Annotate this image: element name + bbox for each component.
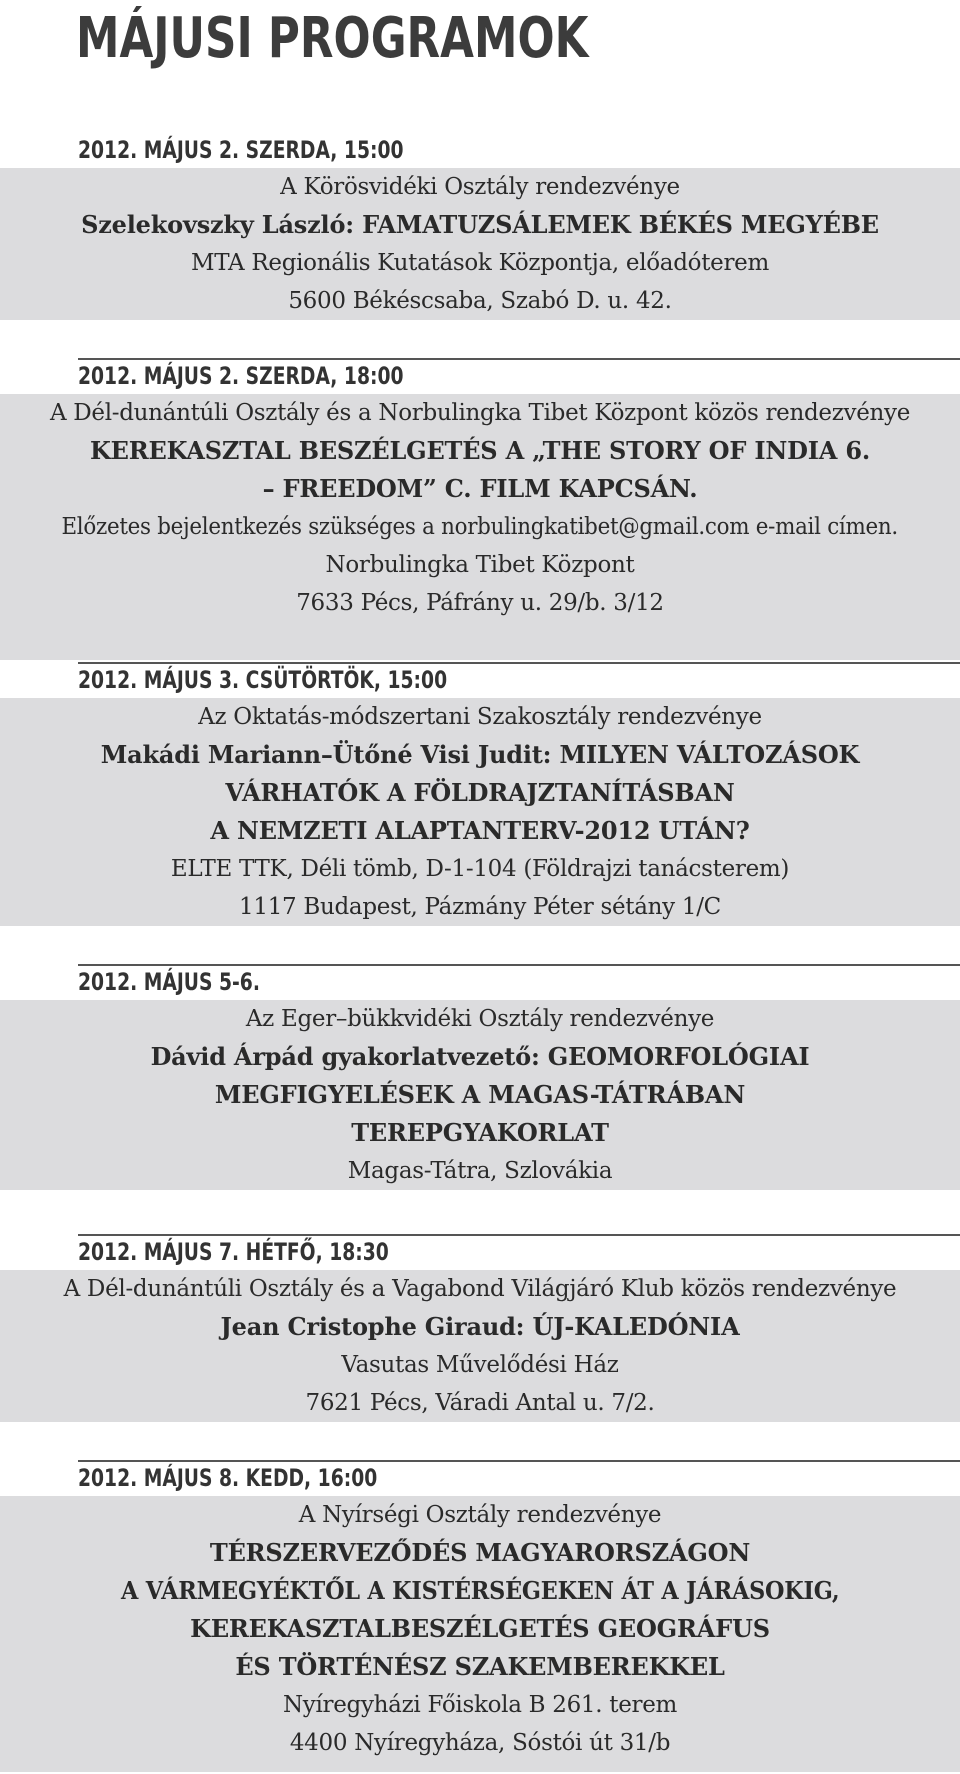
event-venue: Vasutas Művelődési Ház [341, 1352, 619, 1378]
event-title-line: TEREPGYAKORLAT [351, 1118, 609, 1147]
event-title-line [0, 206, 960, 244]
event-details-box [0, 168, 960, 320]
event-note [0, 508, 960, 546]
event-organizer: A Dél-dunántúli Osztály és a Vagabond Világjáró Klub közös rendezvénye [63, 1276, 897, 1302]
event-venue: Magas-Tátra, Szlovákia [347, 1158, 613, 1184]
event-organizer: A Dél-dunántúli Osztály és a Norbulingka Tibet Központ közös rendezvénye [49, 400, 911, 426]
page-title: MÁJUSI PROGRAMOK [76, 6, 589, 71]
event-title-text: A VÁRMEGYÉKTŐL A KISTÉRSÉGEKEN ÁT A JÁRÁSOKIG, [120, 1576, 840, 1605]
event-organizer: A Körösvidéki Osztály rendezvénye [280, 174, 680, 200]
event-author: Jean Cristophe Giraud: [220, 1312, 533, 1341]
event-title: MILYEN VÁLTOZÁSOK [559, 740, 860, 769]
divider [78, 1234, 960, 1236]
event-details-box [0, 1270, 960, 1422]
event-title-line: KEREKASZTAL BESZÉLGETÉS A „THE STORY OF INDIA 6. [90, 436, 870, 465]
event-title: FAMATUZSÁLEMEK BÉKÉS MEGYÉBE [362, 210, 879, 239]
event-title-line: VÁRHATÓK A FÖLDRAJZTANÍTÁSBAN [225, 778, 735, 807]
event-title-line: TÉRSZERVEZŐDÉS MAGYARORSZÁGON [209, 1538, 751, 1567]
event-details-box [0, 394, 960, 660]
event-title: ÚJ-KALEDÓNIA [532, 1312, 740, 1341]
event-date: 2012. MÁJUS 2. SZERDA, 15:00 [78, 136, 404, 164]
event-venue: Nyíregyházi Főiskola B 261. terem [282, 1692, 678, 1718]
event-details-box [0, 698, 960, 926]
event-author: Makádi Mariann–Ütőné Visi Judit: [100, 740, 560, 769]
event-date: 2012. MÁJUS 7. HÉTFŐ, 18:30 [78, 1238, 389, 1266]
event-title-line [0, 1308, 960, 1346]
event-title: GEOMORFOLÓGIAI [547, 1042, 810, 1071]
event-title-line [0, 736, 960, 774]
event-date: 2012. MÁJUS 2. SZERDA, 18:00 [78, 362, 404, 390]
event-author: Szelekovszky László: [81, 210, 363, 239]
event-venue: Norbulingka Tibet Központ [325, 552, 635, 578]
event-title-line: MEGFIGYELÉSEK A MAGAS-TÁTRÁBAN [214, 1080, 746, 1109]
event-address: 7633 Pécs, Páfrány u. 29/b. 3/12 [296, 590, 664, 616]
event-venue: MTA Regionális Kutatások Központja, előadóterem [191, 250, 769, 276]
divider [78, 1460, 960, 1462]
event-date: 2012. MÁJUS 5-6. [78, 968, 260, 996]
event-title-line [0, 1038, 960, 1076]
event-title-line: ÉS TÖRTÉNÉSZ SZAKEMBEREKKEL [235, 1652, 725, 1681]
event-date: 2012. MÁJUS 3. CSÜTÖRTÖK, 15:00 [78, 666, 448, 694]
event-details-box [0, 1496, 960, 1772]
event-details-box [0, 1000, 960, 1190]
event-organizer: Az Eger–bükkvidéki Osztály rendezvénye [245, 1006, 715, 1032]
event-organizer: Az Oktatás-módszertani Szakosztály rendezvénye [198, 704, 762, 730]
event-address: 5600 Békéscsaba, Szabó D. u. 42. [288, 288, 672, 314]
event-address: 7621 Pécs, Váradi Antal u. 7/2. [305, 1390, 655, 1416]
event-title-line: KEREKASZTALBESZÉLGETÉS GEOGRÁFUS [190, 1614, 770, 1643]
event-title-line: A NEMZETI ALAPTANTERV-2012 UTÁN? [210, 816, 750, 845]
event-title-line: – FREEDOM” C. FILM KAPCSÁN. [262, 474, 698, 503]
event-organizer: A Nyírségi Osztály rendezvénye [298, 1502, 662, 1528]
event-note-text: Előzetes bejelentkezés szükséges a norbulingkatibet@gmail.com e-mail címen. [61, 514, 899, 540]
event-address: 4400 Nyíregyháza, Sóstói út 31/b [289, 1730, 671, 1756]
event-venue: ELTE TTK, Déli tömb, D-1-104 (Földrajzi tanácsterem) [170, 856, 790, 882]
event-address: 1117 Budapest, Pázmány Péter sétány 1/C [239, 894, 721, 920]
divider [78, 358, 960, 360]
divider [78, 964, 960, 966]
divider [78, 662, 960, 664]
event-title-line [0, 1572, 960, 1610]
event-author: Dávid Árpád gyakorlatvezető: [150, 1042, 548, 1071]
event-date: 2012. MÁJUS 8. KEDD, 16:00 [78, 1464, 378, 1492]
